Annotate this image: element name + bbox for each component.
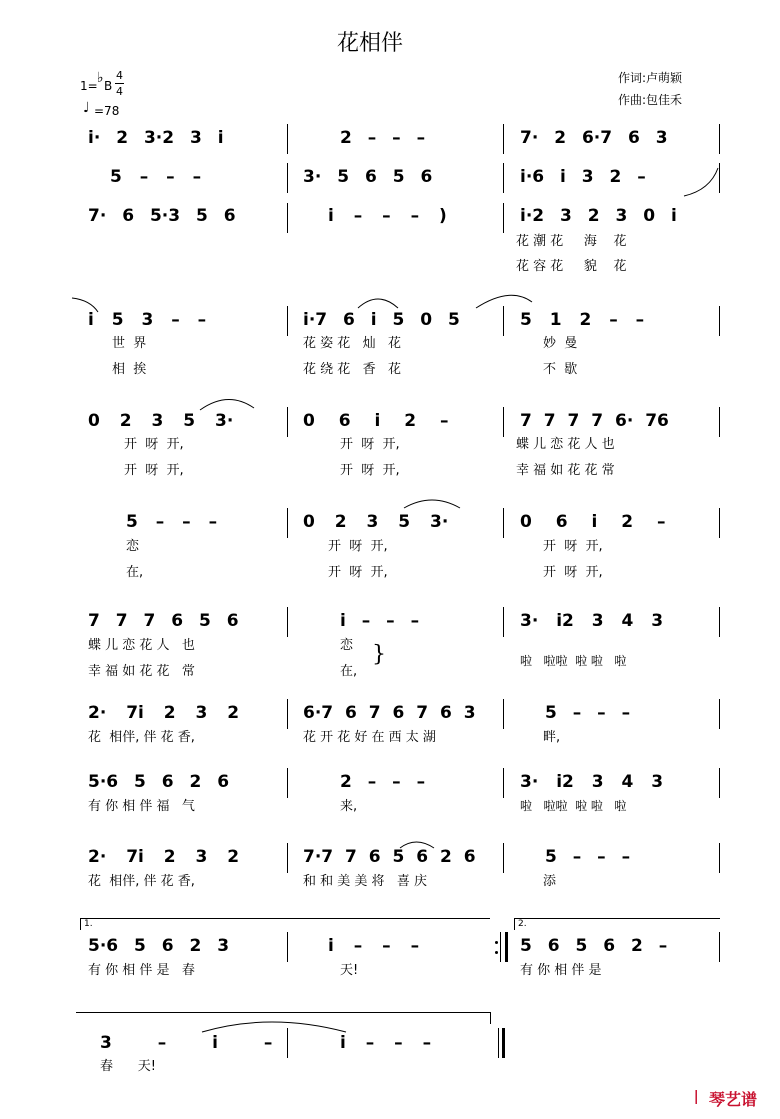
measure-notes: i – – – xyxy=(328,936,420,956)
measure-notes: 3 – i – xyxy=(100,1033,273,1053)
lyric-line: 啦 啦啦 啦 啦 啦 xyxy=(520,799,627,813)
lyric-line: 和 和 美 美 将 喜 庆 xyxy=(303,874,428,889)
lyric-line: 蝶 儿 恋 花 人 也 xyxy=(516,437,615,452)
measure-notes: 5·6 5 6 2 3 xyxy=(88,936,230,956)
lyric-line: 开 呀 开, xyxy=(340,463,400,478)
measure-notes: i – – – ) xyxy=(328,206,447,226)
watermark-logo-icon: ꟾ xyxy=(694,1090,699,1108)
measure-notes: 0 2 3 5 3· xyxy=(303,512,449,532)
measure-notes: 7· 2 6·7 6 3 xyxy=(520,128,668,148)
measure-notes: i·6 i 3 2 – xyxy=(520,167,646,187)
lyric-line: 有 你 相 伴 是 xyxy=(520,963,602,978)
lyric-line: 开 呀 开, xyxy=(543,539,603,554)
measure-notes: i· 2 3·2 3 i xyxy=(88,128,224,148)
lyric-line: 恋 xyxy=(340,638,354,653)
lyric-line: 蝶 儿 恋 花 人 也 xyxy=(88,638,195,653)
composer-credit: 作曲:包佳禾 xyxy=(618,93,683,107)
lyric-line: 妙 曼 xyxy=(543,336,578,351)
measure-notes: 2· 7i 2 3 2 xyxy=(88,703,240,723)
page-title: 花相伴 xyxy=(337,31,404,56)
measure-notes: 0 6 i 2 – xyxy=(520,512,666,532)
measure-notes: 2 – – – xyxy=(340,772,426,792)
lyric-line: 开 呀 开, xyxy=(340,437,400,452)
key-note: B xyxy=(104,79,113,93)
lyric-line: 开 呀 开, xyxy=(124,437,184,452)
lyric-line: 幸 福 如 花 花 常 xyxy=(88,664,195,679)
time-signature-top: 4 xyxy=(116,69,123,82)
lyric-line: 天! xyxy=(340,963,359,978)
measure-notes: 3· i2 3 4 3 xyxy=(520,772,664,792)
lyric-line: 畔, xyxy=(543,730,561,745)
lyric-line: 花 相伴, 伴 花 香, xyxy=(88,730,195,745)
measure-notes: 3· 5 6 5 6 xyxy=(303,167,433,187)
quarter-note-icon: ♩ xyxy=(83,100,90,116)
lyricist-credit: 作词:卢萌颖 xyxy=(618,71,683,85)
lyric-line: 春 天! xyxy=(100,1059,157,1074)
measure-notes: 5·6 5 6 2 6 xyxy=(88,772,230,792)
watermark-text: 琴艺谱 xyxy=(709,1090,758,1109)
key-prefix: 1= xyxy=(80,79,98,93)
measure-notes: 7 7 7 6 5 6 xyxy=(88,611,239,631)
lyric-line: 开 呀 开, xyxy=(328,539,388,554)
tempo-value: =78 xyxy=(94,104,120,118)
measure-notes: 5 6 5 6 2 – xyxy=(520,936,668,956)
measure-notes: 7· 6 5·3 5 6 xyxy=(88,206,236,226)
lyric-line: 开 呀 开, xyxy=(543,565,603,580)
lyric-line: 花 潮 花 海 花 xyxy=(516,234,627,249)
measure-notes: 6·7 6 7 6 7 6 3 xyxy=(303,703,476,723)
measure-notes: i 5 3 – – xyxy=(88,310,207,330)
lyric-line: 不 歇 xyxy=(543,362,578,377)
measure-notes: 5 – – – xyxy=(110,167,202,187)
measure-notes: 2 – – – xyxy=(340,128,426,148)
lyric-line: 花 姿 花 灿 花 xyxy=(303,336,402,351)
brace-icon: } xyxy=(372,642,386,667)
lyric-line: 啦 啦啦 啦 啦 啦 xyxy=(520,654,627,668)
lyric-line: 添 xyxy=(543,874,557,889)
measure-notes: i – – – xyxy=(340,1033,432,1053)
lyric-line: 在, xyxy=(340,664,358,679)
lyric-line: 幸 福 如 花 花 常 xyxy=(516,463,615,478)
lyric-line: 开 呀 开, xyxy=(124,463,184,478)
lyric-line: 花 绕 花 香 花 xyxy=(303,362,402,377)
volta-first-label: 1. xyxy=(84,919,93,929)
measure-notes: 5 1 2 – – xyxy=(520,310,645,330)
lyric-line: 开 呀 开, xyxy=(328,565,388,580)
measure-notes: 3· i2 3 4 3 xyxy=(520,611,664,631)
measure-notes: 5 – – – xyxy=(126,512,218,532)
volta-second-label: 2. xyxy=(518,919,527,929)
measure-notes: 0 6 i 2 – xyxy=(303,411,449,431)
lyric-line: 来, xyxy=(340,799,358,814)
lyric-line: 在, xyxy=(126,565,144,580)
lyric-line: 有 你 相 伴 是 春 xyxy=(88,963,195,978)
lyric-line: 恋 xyxy=(126,539,140,554)
lyric-line: 有 你 相 伴 福 气 xyxy=(88,799,195,814)
lyric-line: 花 相伴, 伴 花 香, xyxy=(88,874,195,889)
lyric-line: 花 开 花 好 在 西 太 湖 xyxy=(303,730,436,745)
measure-notes: 7·7 7 6 5 6 2 6 xyxy=(303,847,476,867)
measure-notes: 2· 7i 2 3 2 xyxy=(88,847,240,867)
lyric-line: 花 容 花 貌 花 xyxy=(516,259,627,274)
measure-notes: 7 7 7 7 6· 76 xyxy=(520,411,669,431)
flat-symbol: ♭ xyxy=(97,70,104,86)
lyric-line: 世 界 xyxy=(112,336,147,351)
time-signature-bottom: 4 xyxy=(116,85,123,98)
measure-notes: 0 2 3 5 3· xyxy=(88,411,234,431)
measure-notes: i·2 3 2 3 0 i xyxy=(520,206,677,226)
measure-notes: 5 – – – xyxy=(545,703,631,723)
lyric-line: 相 挨 xyxy=(112,362,147,377)
measure-notes: i·7 6 i 5 0 5 xyxy=(303,310,460,330)
measure-notes: i – – – xyxy=(340,611,420,631)
measure-notes: 5 – – – xyxy=(545,847,631,867)
